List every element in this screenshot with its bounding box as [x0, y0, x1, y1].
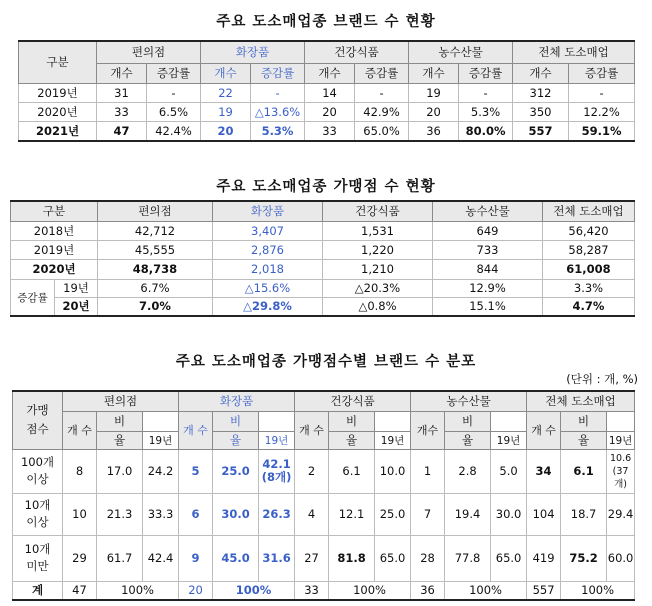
header-ratio: 비: [561, 411, 607, 431]
cell: △13.6%: [251, 102, 305, 121]
header-count: 개수: [409, 63, 459, 83]
cell: 77.8: [445, 535, 491, 581]
header-blank: [491, 411, 527, 431]
cell: 25.0: [213, 449, 259, 493]
row-label: 2020년: [11, 259, 98, 279]
cell: 36: [409, 121, 459, 141]
cell: 75.2: [561, 535, 607, 581]
table-row: [11, 240, 635, 259]
table-row: [11, 221, 635, 240]
header-count: 개수: [513, 63, 569, 83]
cell: 12.9%: [433, 279, 543, 297]
cell: -: [147, 83, 201, 102]
cell: 2: [295, 449, 329, 493]
cell: 30.0: [213, 493, 259, 535]
cell: 100%: [329, 581, 411, 600]
header-rate: 증감률: [569, 63, 635, 83]
cell: 45.0: [213, 535, 259, 581]
cell: [607, 449, 635, 493]
brand-distribution-table: [12, 390, 635, 601]
header-group-line2: 점수: [26, 422, 49, 437]
header-blank: [143, 411, 179, 431]
cell: 6.1: [329, 449, 375, 493]
cell: 20: [409, 102, 459, 121]
unit-label: (단위 : 개, %): [566, 372, 638, 386]
cell: 557: [527, 581, 561, 600]
cell: 2.8: [445, 449, 491, 493]
row-label: [13, 493, 63, 535]
cell: 29.4: [607, 493, 635, 535]
cell-line3: 개): [614, 478, 628, 490]
header-cosmetics: 화장품: [179, 391, 295, 411]
cell: 419: [527, 535, 561, 581]
row-label-line2: 미만: [26, 559, 49, 573]
cell: 6: [179, 493, 213, 535]
table-row: [19, 121, 635, 141]
cell: 1,531: [323, 221, 433, 240]
header-group: 구분: [19, 41, 97, 83]
cell: 649: [433, 221, 543, 240]
header-ratio-2: 율: [329, 431, 375, 449]
cell: 557: [513, 121, 569, 141]
cell: 22: [201, 83, 251, 102]
cell: 47: [97, 121, 147, 141]
header-ratio-2: 율: [97, 431, 143, 449]
cell: 28: [411, 535, 445, 581]
cell: 20: [201, 121, 251, 141]
table-row: [19, 83, 635, 102]
cell: △20.3%: [323, 279, 433, 297]
header-rate: 증감률: [355, 63, 409, 83]
row-label: 20년: [55, 297, 98, 316]
cell: 7.0%: [98, 297, 213, 316]
cell: 7: [411, 493, 445, 535]
cell: 17.0: [97, 449, 143, 493]
table-row: [13, 449, 635, 493]
cell: 47: [63, 581, 97, 600]
cell: 6.1: [561, 449, 607, 493]
header-group: [13, 391, 63, 449]
header-19: 19년: [375, 431, 411, 449]
cell: 1: [411, 449, 445, 493]
cell: 29: [63, 535, 97, 581]
header-19: 19년: [607, 431, 635, 449]
header-convenience: 편의점: [97, 41, 201, 63]
cell: 14: [305, 83, 355, 102]
header-count: 개수: [305, 63, 355, 83]
cell: 19.4: [445, 493, 491, 535]
cell: 59.1%: [569, 121, 635, 141]
header-agri: 농수산물: [433, 201, 543, 221]
header-ratio-2: 율: [445, 431, 491, 449]
cell: 31: [97, 83, 147, 102]
header-blank: [607, 411, 635, 431]
cell: 61,008: [543, 259, 635, 279]
cell: 65.0: [375, 535, 411, 581]
row-label-line1: 10개: [24, 498, 51, 512]
row-label: 19년: [55, 279, 98, 297]
cell: 33.3: [143, 493, 179, 535]
header-count: 개수: [411, 411, 445, 449]
cell: 36: [411, 581, 445, 600]
cell: 6.5%: [147, 102, 201, 121]
cell: 8: [63, 449, 97, 493]
cell: -: [569, 83, 635, 102]
cell: 15.1%: [433, 297, 543, 316]
table-row: [13, 493, 635, 535]
cell: 42.4: [143, 535, 179, 581]
header-health-food: 건강식품: [295, 391, 411, 411]
row-label-line1: 100개: [20, 455, 55, 469]
cell: 27: [295, 535, 329, 581]
cell: 65.0: [491, 535, 527, 581]
cell: 42,712: [98, 221, 213, 240]
row-label: 2019년: [19, 83, 97, 102]
cell: 312: [513, 83, 569, 102]
header-count: 개수: [201, 63, 251, 83]
cell: 60.0: [607, 535, 635, 581]
cell: 34: [527, 449, 561, 493]
header-agri: 농수산물: [411, 391, 527, 411]
header-count: 개 수: [63, 411, 97, 449]
cell-line1: 10.6: [609, 452, 632, 464]
header-group-line1: 가맹: [26, 403, 49, 418]
cell: 30.0: [491, 493, 527, 535]
row-label: [13, 449, 63, 493]
cell: 81.8: [329, 535, 375, 581]
cell: 33: [295, 581, 329, 600]
cell: 25.0: [375, 493, 411, 535]
cell: 24.2: [143, 449, 179, 493]
cell: 5: [179, 449, 213, 493]
header-agri: 농수산물: [409, 41, 513, 63]
cell: 5.3%: [459, 102, 513, 121]
cell: 21.3: [97, 493, 143, 535]
row-label-line1: 10개: [24, 542, 51, 556]
cell: 2,018: [213, 259, 323, 279]
header-ratio-2: 율: [213, 431, 259, 449]
table-row: [11, 259, 635, 279]
cell: -: [459, 83, 513, 102]
cell: 1,210: [323, 259, 433, 279]
row-label-line2: 이상: [26, 472, 49, 486]
cell: △15.6%: [213, 279, 323, 297]
cell: 4: [295, 493, 329, 535]
cell: 10.0: [375, 449, 411, 493]
table3-title: 주요 도소매업종 가맹점수별 브랜드 수 분포: [175, 354, 477, 370]
cell: 100%: [445, 581, 527, 600]
header-blank: [375, 411, 411, 431]
cell: 10: [63, 493, 97, 535]
cell: 31.6: [259, 535, 295, 581]
header-health-food: 건강식품: [305, 41, 409, 63]
brand-count-table: [18, 40, 635, 142]
header-count: 개 수: [527, 411, 561, 449]
cell: 33: [97, 102, 147, 121]
table-row: [11, 279, 635, 297]
cell: -: [355, 83, 409, 102]
cell: 18.7: [561, 493, 607, 535]
cell: 3.3%: [543, 279, 635, 297]
row-label: 2021년: [19, 121, 97, 141]
row-label-line2: 이상: [26, 515, 49, 529]
row-label: 2018년: [11, 221, 98, 240]
cell: 100%: [213, 581, 295, 600]
table-row-total: [13, 581, 635, 600]
row-label: 2020년: [19, 102, 97, 121]
cell-line1: 42.1: [262, 457, 291, 471]
cell: 65.0%: [355, 121, 409, 141]
header-19: 19년: [491, 431, 527, 449]
cell-line2: (8개): [261, 470, 292, 484]
cell: 4.7%: [543, 297, 635, 316]
cell-line2: (37: [612, 465, 629, 477]
header-ratio: 비: [97, 411, 143, 431]
header-blank: [259, 411, 295, 431]
header-health-food: 건강식품: [323, 201, 433, 221]
cell: 42.4%: [147, 121, 201, 141]
cell: 80.0%: [459, 121, 513, 141]
header-count: 개 수: [295, 411, 329, 449]
rate-label: 증감률: [11, 279, 55, 316]
cell: △29.8%: [213, 297, 323, 316]
header-cosmetics: 화장품: [213, 201, 323, 221]
header-group: 구분: [11, 201, 98, 221]
cell: [259, 449, 295, 493]
cell: 48,738: [98, 259, 213, 279]
header-total: 전체 도소매업: [513, 41, 635, 63]
cell: 9: [179, 535, 213, 581]
cell: 5.3%: [251, 121, 305, 141]
row-label: 2019년: [11, 240, 98, 259]
cell: 12.2%: [569, 102, 635, 121]
header-ratio-2: 율: [561, 431, 607, 449]
cell: 350: [513, 102, 569, 121]
cell: 3,407: [213, 221, 323, 240]
header-19: 19년: [143, 431, 179, 449]
header-total: 전체 도소매업: [527, 391, 635, 411]
row-label: 계: [13, 581, 63, 600]
cell: 19: [409, 83, 459, 102]
header-convenience: 편의점: [98, 201, 213, 221]
table-row: [13, 535, 635, 581]
cell: 20: [179, 581, 213, 600]
table1-title: 주요 도소매업종 브랜드 수 현황: [216, 14, 436, 30]
cell: 104: [527, 493, 561, 535]
header-cosmetics: 화장품: [201, 41, 305, 63]
cell: 45,555: [98, 240, 213, 259]
cell: 100%: [97, 581, 179, 600]
cell: 1,220: [323, 240, 433, 259]
header-ratio: 비: [213, 411, 259, 431]
cell: 58,287: [543, 240, 635, 259]
header-total: 전체 도소매업: [543, 201, 635, 221]
header-rate: 증감률: [251, 63, 305, 83]
cell: 61.7: [97, 535, 143, 581]
header-rate: 증감률: [459, 63, 513, 83]
table2-title: 주요 도소매업종 가맹점 수 현황: [216, 179, 436, 195]
cell: 6.7%: [98, 279, 213, 297]
header-count: 개 수: [179, 411, 213, 449]
cell: 26.3: [259, 493, 295, 535]
header-rate: 증감률: [147, 63, 201, 83]
cell: 5.0: [491, 449, 527, 493]
table-row: [19, 102, 635, 121]
cell: 12.1: [329, 493, 375, 535]
header-convenience: 편의점: [63, 391, 179, 411]
row-label: [13, 535, 63, 581]
cell: 844: [433, 259, 543, 279]
header-count: 개수: [97, 63, 147, 83]
cell: 2,876: [213, 240, 323, 259]
cell: 42.9%: [355, 102, 409, 121]
cell: 733: [433, 240, 543, 259]
franchise-count-table: [10, 200, 635, 317]
cell: 100%: [561, 581, 635, 600]
header-19: 19년: [259, 431, 295, 449]
cell: 20: [305, 102, 355, 121]
cell: △0.8%: [323, 297, 433, 316]
table-row: [11, 297, 635, 316]
cell: 56,420: [543, 221, 635, 240]
cell: -: [251, 83, 305, 102]
cell: 19: [201, 102, 251, 121]
header-ratio: 비: [329, 411, 375, 431]
header-ratio: 비: [445, 411, 491, 431]
cell: 33: [305, 121, 355, 141]
